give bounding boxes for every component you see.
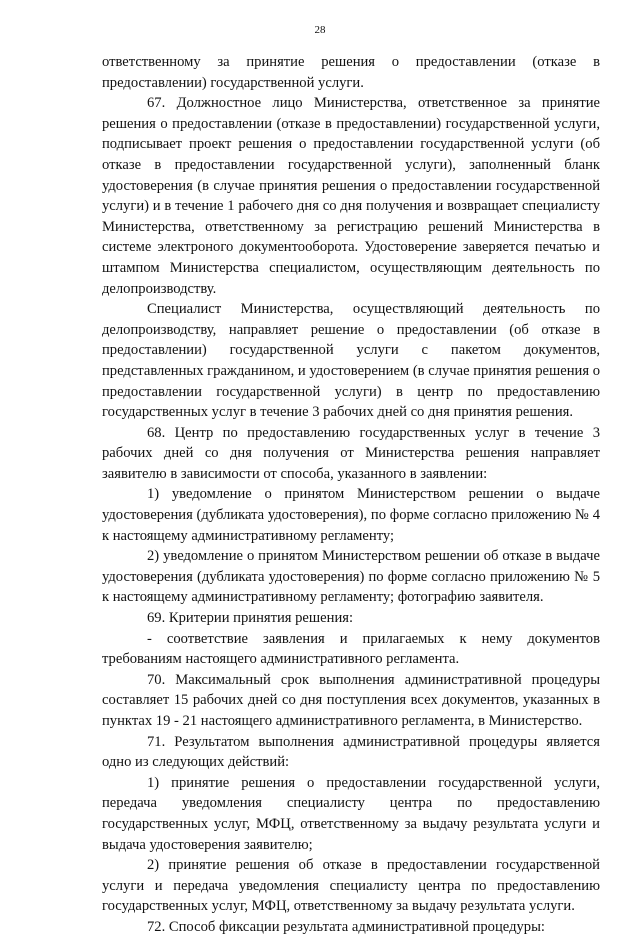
document-body xyxy=(102,52,600,938)
paragraph-continuation: ответственному за принятие решения о предоставлении (отказе в предоставлении) государственной услуги. xyxy=(102,54,600,91)
paragraph-67: 67. Должностное лицо Министерства, ответственное за принятие решения о предоставлении (отказе в предоставлении) государственной услуги, подписывает проект решения о предоставлении государственной услуги (об отказе в предоставлении государственной услуги), заполненный бланк удостоверения (в случае принятия решения о предоставлении государственной услуги) и в течение 1 рабочего дня со дня получения и возвращает специалисту Министерства, ответственному за регистрацию решений Министерства в системе электроного документооборота. Удостоверение заверяется печатью и штампом Министерства специалистом, осуществляющим деятельность по делопроизводству. xyxy=(102,95,600,297)
paragraph-72: 72. Способ фиксации результата административной процедуры: xyxy=(147,918,545,935)
paragraph-70: 70. Максимальный срок выполнения административной процедуры составляет 15 рабочих дней со дня поступления всех документов, указанных в пунктах 19 - 21 настоящего административного регламента, в Министерство. xyxy=(102,671,600,729)
paragraph-69: 69. Критерии принятия решения: xyxy=(147,610,354,627)
list-item-69-criterion: - соответствие заявления и прилагаемых к нему документов требованиям настоящего административного регламента. xyxy=(102,630,600,668)
list-item-68-2: 2) уведомление о принятом Министерством решении об отказе в выдаче удостоверения (дубликата удостоверения) по форме согласно приложению № 5 к настоящему административному регламенту; фотографию заявителя. xyxy=(102,548,600,606)
list-item-71-1: 1) принятие решения о предоставлении государственной услуги, передача уведомления специалисту центра по предоставлению государственных услуг, МФЦ, ответственному за выдачу результата услуги и выдача удостоверения заявителю; xyxy=(102,774,600,853)
paragraph-71: 71. Результатом выполнения административной процедуры является одно из следующих действий: xyxy=(102,733,600,771)
page-number: 28 xyxy=(314,24,326,36)
paragraph-specialist: Специалист Министерства, осуществляющий деятельность по делопроизводству, направляет решение о предоставлении (об отказе в предоставлении) государственной услуги с пакетом документов, представленных гражданином, и удостоверением (в случае принятия решения о предоставлении государственной услуги) в центр по предоставлению государственных услуг в течение 3 рабочих дней со дня принятия решения. xyxy=(102,301,600,421)
list-item-68-1: 1) уведомление о принятом Министерством решении о выдаче удостоверения (дубликата удостоверения), по форме согласно приложению № 4 к настоящему административному регламенту; xyxy=(102,486,600,544)
list-item-71-2: 2) принятие решения об отказе в предоставлении государственной услуги и передача уведомления специалисту центра по предоставлению государственных услуг, МФЦ, ответственному за выдачу результата услуги. xyxy=(102,857,600,915)
paragraph-68: 68. Центр по предоставлению государственных услуг в течение 3 рабочих дней со дня получения от Министерства решения направляет заявителю в зависимости от способа, указанного в заявлении: xyxy=(102,424,600,482)
